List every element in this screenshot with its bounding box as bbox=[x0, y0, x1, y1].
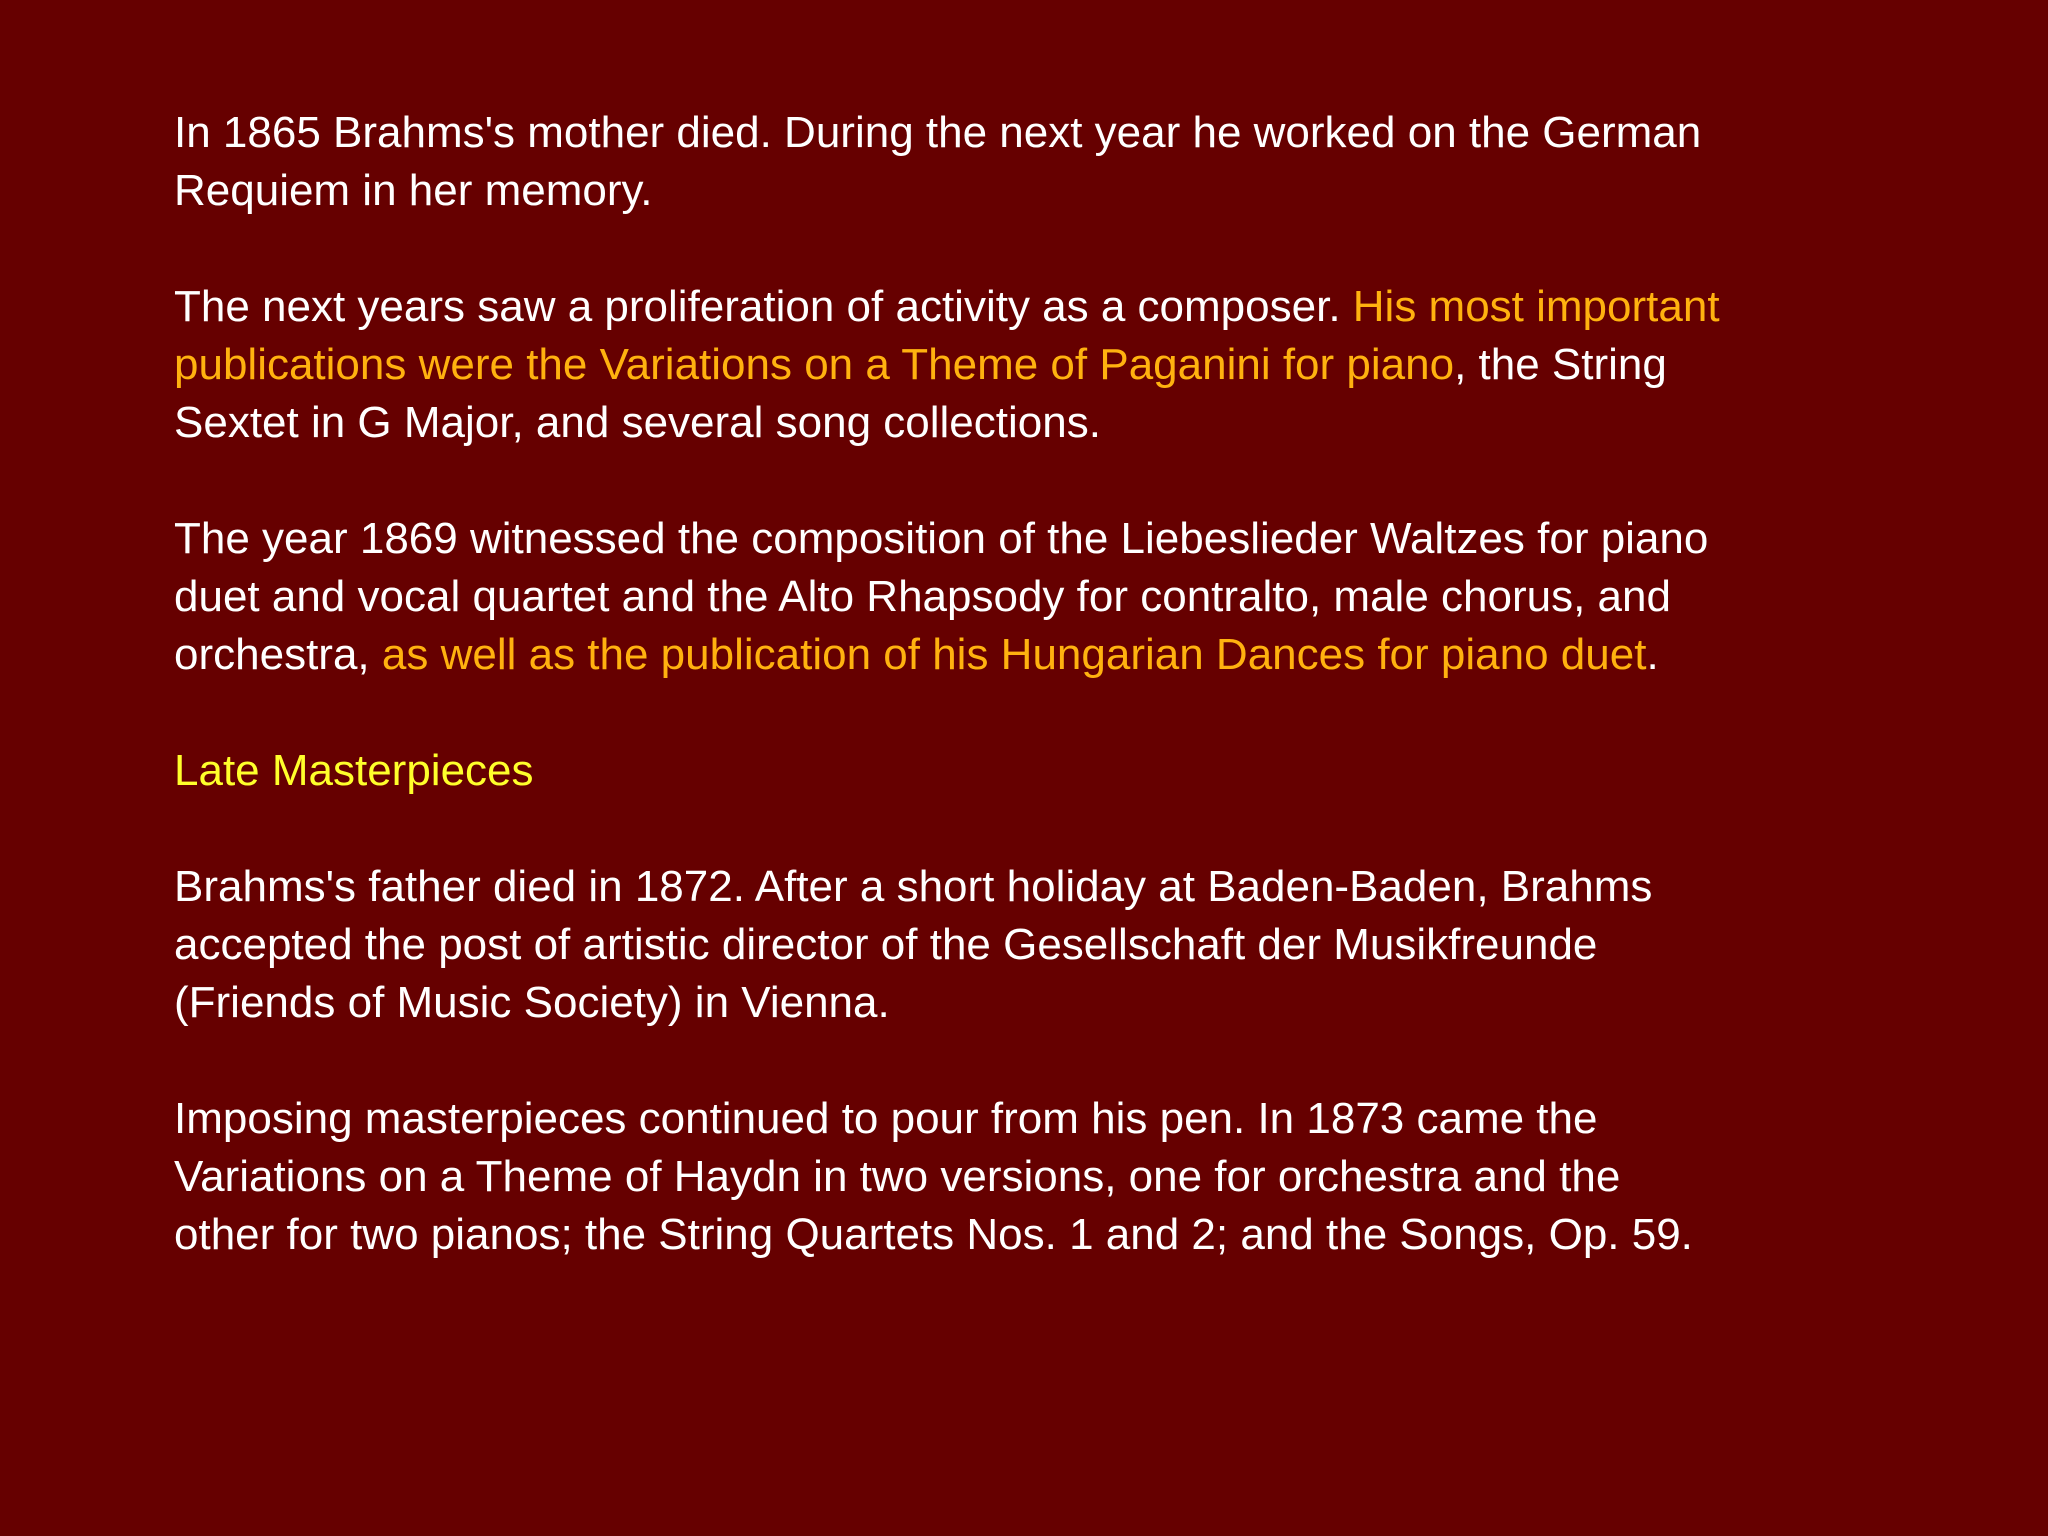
section-heading: Late Masterpieces bbox=[174, 746, 534, 795]
text-line: Variations on a Theme of Haydn in two versions, one for orchestra and the bbox=[174, 1152, 1621, 1201]
paragraph-1869 bbox=[174, 510, 1914, 684]
text-line: accepted the post of artistic director of the Gesellschaft der Musikfreunde bbox=[174, 920, 1598, 969]
paragraph-mother-death bbox=[174, 104, 1914, 220]
paragraph-masterpieces bbox=[174, 1090, 1914, 1264]
text-line: Imposing masterpieces continued to pour from his pen. In 1873 came the bbox=[174, 1094, 1598, 1143]
text-segment: The next years saw a proliferation of activity as a composer. bbox=[174, 282, 1341, 331]
paragraph-composer-activity bbox=[174, 278, 1914, 452]
text-line: Brahms's father died in 1872. After a short holiday at Baden-Baden, Brahms bbox=[174, 862, 1653, 911]
text-line: In 1865 Brahms's mother died. During the next year he worked on the German bbox=[174, 108, 1702, 157]
highlighted-text: publications were the Variations on a Theme of Paganini for piano bbox=[174, 340, 1455, 389]
slide-content bbox=[174, 104, 1914, 1264]
text-segment: orchestra, bbox=[174, 630, 382, 679]
text-line: (Friends of Music Society) in Vienna. bbox=[174, 978, 890, 1027]
text-line: duet and vocal quartet and the Alto Rhapsody for contralto, male chorus, and bbox=[174, 572, 1671, 621]
highlighted-text: His most important bbox=[1352, 282, 1720, 331]
highlighted-text: as well as the publication of his Hungarian Dances for piano duet bbox=[381, 630, 1647, 679]
text-line: The year 1869 witnessed the composition of the Liebeslieder Waltzes for piano bbox=[174, 514, 1709, 563]
text-line: Sextet in G Major, and several song collections. bbox=[174, 398, 1101, 447]
paragraph-father-death bbox=[174, 858, 1914, 1032]
text-segment: . bbox=[1646, 630, 1659, 679]
text-segment: , the String bbox=[1454, 340, 1667, 389]
text-line: Requiem in her memory. bbox=[174, 166, 653, 215]
text-line: other for two pianos; the String Quartets Nos. 1 and 2; and the Songs, Op. 59. bbox=[174, 1210, 1693, 1259]
